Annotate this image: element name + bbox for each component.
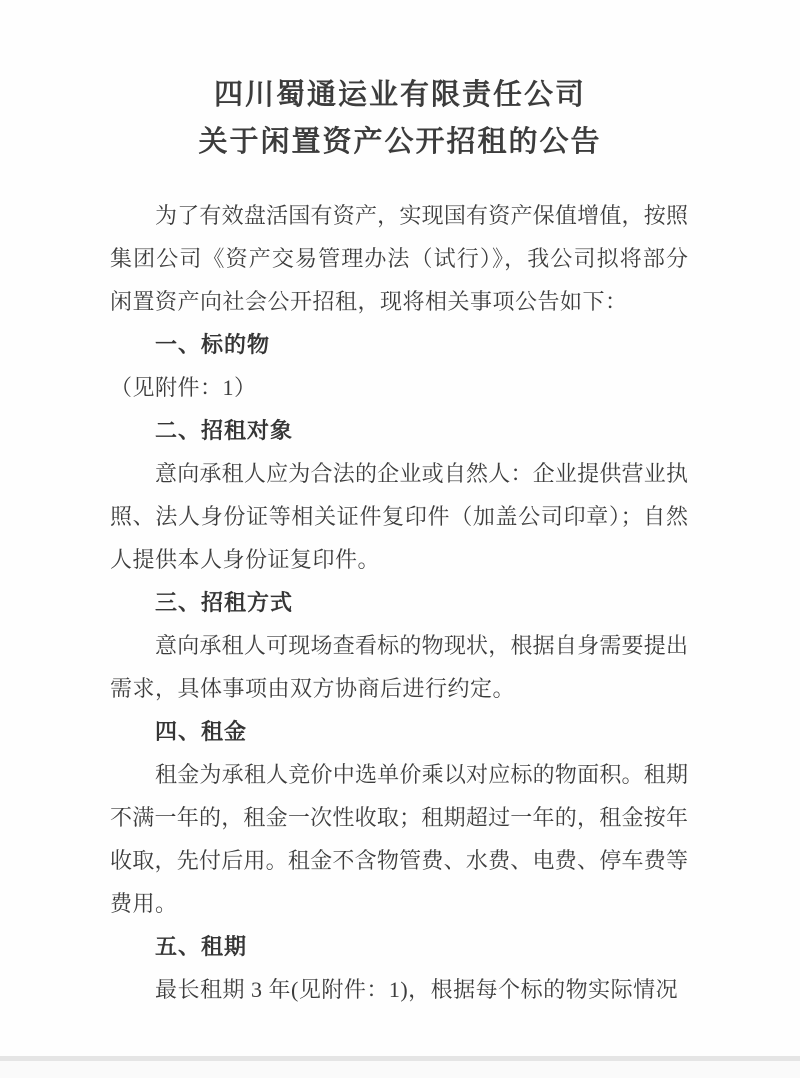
body-line: 需求，具体事项由双方协商后进行约定。	[110, 676, 516, 701]
section-heading: 二、招租对象	[155, 418, 294, 443]
body-line: 不满一年的，租金一次性收取；租期超过一年的，租金按年	[110, 805, 688, 830]
document-title-line-1: 四川蜀通运业有限责任公司	[213, 79, 586, 111]
section-heading: 一、标的物	[155, 332, 271, 357]
body-line: 意向承租人应为合法的企业或自然人：企业提供营业执	[155, 461, 688, 486]
body-line: 集团公司《资产交易管理办法（试行）》，我公司拟将部分	[110, 246, 688, 271]
body-line: 收取，先付后用。租金不含物管费、水费、电费、停车费等	[110, 848, 688, 873]
body-line: 意向承租人可现场查看标的物现状，根据自身需要提出	[155, 633, 688, 658]
scan-below-edge	[0, 1061, 800, 1078]
body-line: （见附件：1）	[110, 375, 257, 400]
body-line: 照、法人身份证等相关证件复印件（加盖公司印章）；自然	[110, 504, 688, 529]
section-heading: 四、租金	[155, 719, 248, 744]
body-line: 闲置资产向社会公开招租，现将相关事项公告如下：	[110, 289, 628, 314]
body-line: 为了有效盘活国有资产，实现国有资产保值增值，按照	[155, 203, 688, 228]
section-heading: 五、租期	[155, 934, 248, 959]
document-title-line-2: 关于闲置资产公开招租的公告	[198, 126, 602, 158]
body-line: 租金为承租人竞价中选单价乘以对应标的物面积。租期	[155, 762, 688, 787]
document-title	[0, 72, 800, 166]
document-body	[110, 194, 688, 1011]
body-line: 人提供本人身份证复印件。	[110, 547, 381, 572]
section-heading: 三、招租方式	[155, 590, 294, 615]
body-line: 费用。	[110, 891, 178, 916]
body-line: 最长租期 3 年(见附件：1)，根据每个标的物实际情况	[155, 977, 679, 1002]
